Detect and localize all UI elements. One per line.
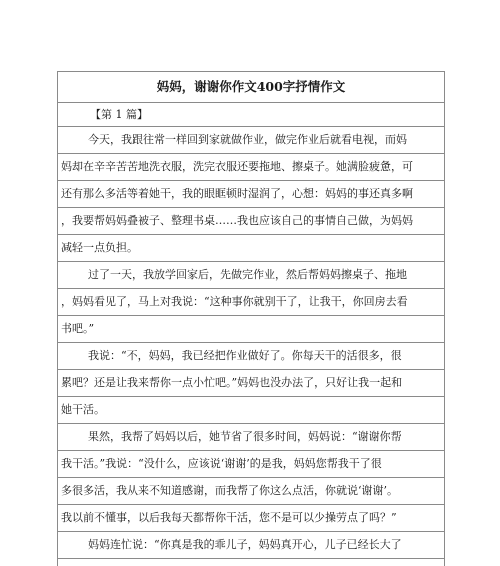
essay-line: 累吧？还是让我来帮你一点小忙吧。”妈妈也没办法了，只好让我一起和 bbox=[58, 370, 444, 397]
essay-line: 我说：“不，妈妈，我已经把作业做好了。你每天干的活很多，很 bbox=[58, 343, 444, 370]
essay-line: 今天，我跟往常一样回到家就做作业，做完作业后就看电视，而妈 bbox=[58, 127, 444, 154]
essay-line: 过了一天，我放学回家后，先做完作业，然后帮妈妈擦桌子、拖地 bbox=[58, 262, 444, 289]
essay-line: 她干活。 bbox=[58, 397, 444, 424]
essay-line: 我干活。”我说：“没什么，应该说‘谢谢’的是我，妈妈您帮我干了很 bbox=[58, 451, 444, 478]
essay-line: 我以前不懂事，以后我每天都帮你干活，您不是可以少操劳点了吗？” bbox=[58, 505, 444, 532]
essay-line: 书吧。” bbox=[58, 316, 444, 343]
essay-line: 还有那么多活等着她干，我的眼眶顿时湿润了，心想：妈妈的事还真多啊 bbox=[58, 181, 444, 208]
document-page bbox=[57, 71, 445, 566]
section-label: 【第 1 篇】 bbox=[58, 103, 444, 127]
document-title: 妈妈，谢谢你作文400字抒情作文 bbox=[58, 72, 444, 103]
essay-line: 多很多活，我从来不知道感谢，而我帮了你这么点活，你就说‘谢谢’。 bbox=[58, 478, 444, 505]
essay-line: ，我要帮妈妈叠被子、整理书桌……我也应该自己的事情自己做，为妈妈 bbox=[58, 208, 444, 235]
essay-line: 减轻一点负担。 bbox=[58, 235, 444, 262]
essay-line: 妈妈连忙说：“你真是我的乖儿子，妈妈真开心，儿子已经长大了 bbox=[58, 532, 444, 559]
essay-line: ，妈妈看见了，马上对我说：“这种事你就别干了，让我干，你回房去看 bbox=[58, 289, 444, 316]
essay-line: 妈却在辛辛苦苦地洗衣服，洗完衣服还要拖地、擦桌子。她满脸疲惫，可 bbox=[58, 154, 444, 181]
essay-line: 果然，我帮了妈妈以后，她节省了很多时间，妈妈说：“谢谢你帮 bbox=[58, 424, 444, 451]
